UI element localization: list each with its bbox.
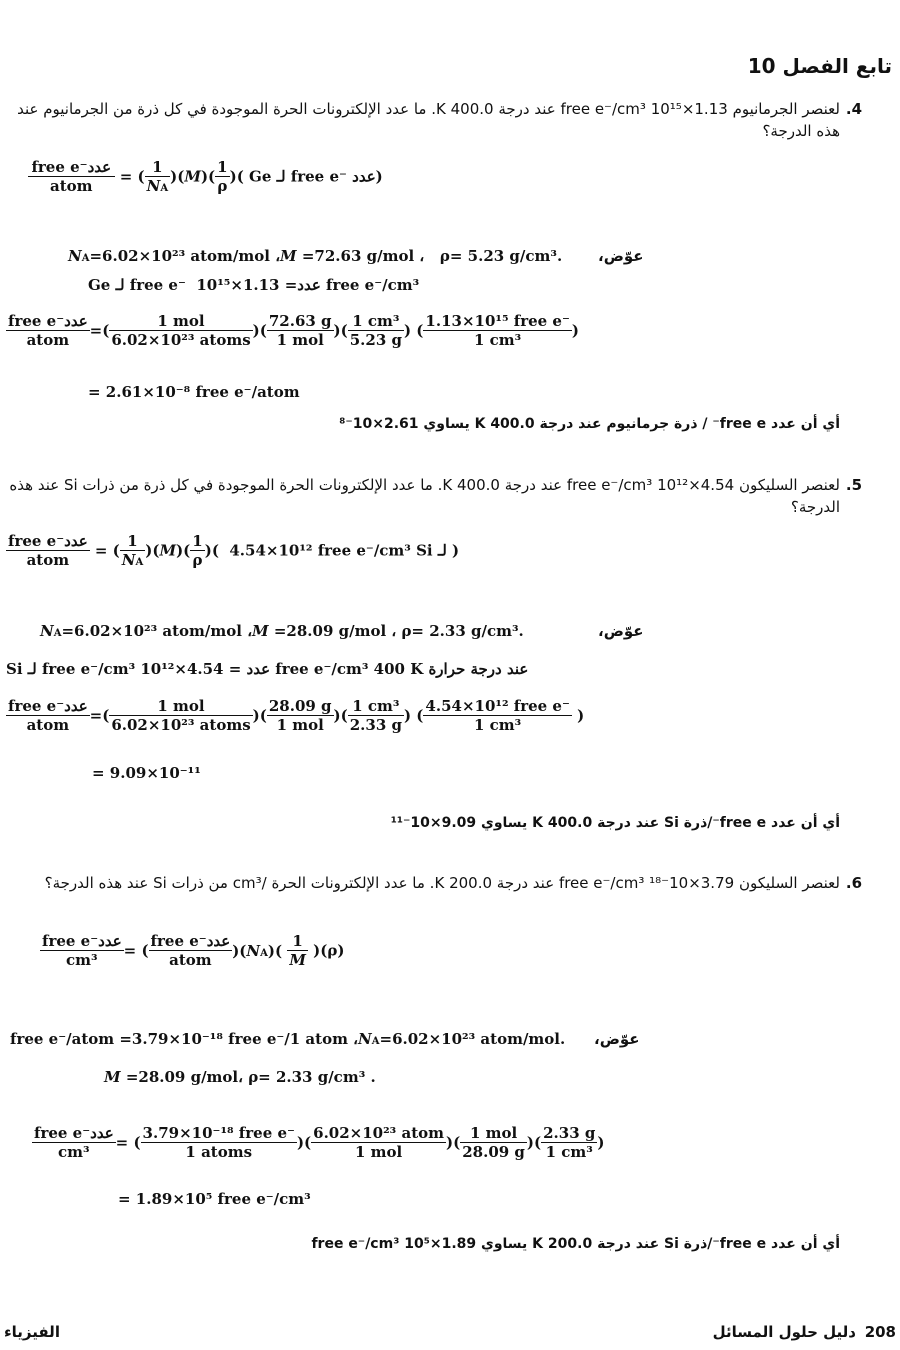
problem-6-answer: أي أن عدد free e⁻/ذرة Si عند درجة 200.0 K يساوي 1.89×10⁵ free e⁻/cm³ xyxy=(311,1236,840,1252)
problem-5-text: لعنصر السليكون 4.54×10¹² free e⁻/cm³ عند درجة 400.0 K. ما عدد الإلكترونات الحرة الموجودة في كل ذرة من ذرات Si عند هذه الدرجة؟ xyxy=(9,476,840,516)
problem-5-calc: $\frac{\text{free e⁻عدد}}{\text{atom}}$ =( $\frac{\text{1 mol}}{\text{6.02×10²³ atoms}}$ )( $\frac{28.09 g}{\text{1 mol}}$ )( $\frac{\text{1 cm³}}{2.33 g}$ ) ( $\frac{\text{4.54×10¹² free e⁻}}{\text{1 cm³}}$ ) xyxy=(8,697,585,734)
problem-6-text: لعنصر السليكون 3.79×10⁻¹⁸ free e⁻/cm³ عند درجة 200.0 K. ما عدد الإلكترونات الحرة /cm³ من ذرات Si عند هذه الدرجة؟ xyxy=(44,874,840,892)
problem-5-result: = 9.09×10⁻¹¹ xyxy=(92,764,201,782)
page-title: تابع الفصل 10 xyxy=(747,54,892,78)
problem-6-subst-label: عوّض، xyxy=(594,1030,640,1048)
problem-4-calc: $\frac{\text{free e⁻عدد}}{\text{atom}}$ =( $\frac{\text{1 mol}}{\text{6.02×10²³ atoms}}$ )( $\frac{72.63 g}{\text{1 mol}}$ )( $\frac{\text{1 cm³}}{5.23 g}$ ) ( $\frac{\text{1.13×10¹⁵ free e⁻}}{\text{1 cm³}}$ ) xyxy=(8,312,579,349)
footer-subject: الفيزياء xyxy=(4,1323,60,1341)
problem-4-answer: أي أن عدد free e⁻ / ذرة جرمانيوم عند درجة 400.0 K يساوي 2.61×10⁻⁸ xyxy=(339,416,840,432)
problem-6-calc: $\frac{\text{free e⁻عدد}}{\text{cm³}}$ = ( $\frac{\text{3.79×10⁻¹⁸ free e⁻}}{\text{1 atoms}}$ )( $\frac{\text{6.02×10²³ atom}}{\text{1 mol}}$ )( $\frac{\text{1 mol}}{28.09 g}$ )( $\frac{2.33 g}{\text{1 cm³}}$ ) xyxy=(34,1124,605,1161)
problem-5-subst-line2: Si لـ free e⁻/cm³ عدد = 4.54×10¹² free e⁻/cm³ 400 K عند درجة حرارة xyxy=(6,660,529,678)
problem-6-subst-line2: M =28.09 g/mol، ρ= 2.33 g/cm³ . xyxy=(104,1068,376,1086)
problem-6-subst-line1: free e⁻/atom =3.79×10⁻¹⁸ free e⁻/1 atom ،NA=6.02×10²³ atom/mol. xyxy=(10,1030,566,1048)
formula-lhs: $\frac{\text{free e⁻عدد}}{\text{atom}}$ xyxy=(28,158,115,195)
problem-4-subst-label: عوّض، xyxy=(598,247,644,265)
problem-4-subst-line2: Ge لـ free e⁻ عدد= 1.13×10¹⁵ free e⁻/cm³ xyxy=(88,276,420,294)
problem-4-result: = 2.61×10⁻⁸ free e⁻/atom xyxy=(88,383,300,401)
problem-5-subst-label: عوّض، xyxy=(598,622,644,640)
footer-page-number: 208 xyxy=(864,1323,896,1341)
problem-6-number: 6. xyxy=(845,874,862,892)
problem-5-subst-line1: NA=6.02×10²³ atom/mol ،M =28.09 g/mol ، ρ= 2.33 g/cm³. xyxy=(40,622,524,640)
problem-4-number: 4. xyxy=(845,100,862,118)
problem-4-subst-line1: NA=6.02×10²³ atom/mol ،M =72.63 g/mol ، ρ= 5.23 g/cm³. xyxy=(68,247,563,265)
problem-5-answer: أي أن عدد free e⁻/ذرة Si عند درجة 400.0 K يساوي 9.09×10⁻¹¹ xyxy=(390,815,840,831)
problem-6-formula: $\frac{\text{free e⁻عدد}}{\text{cm³}}$ = ( $\frac{\text{free e⁻عدد}}{\text{atom}}$ )(NA)( $\frac{1}{M}$ )(ρ) xyxy=(42,932,345,969)
problem-5-formula: $\frac{\text{free e⁻عدد}}{\text{atom}}$ = ( $\frac{1}{NA}$ )(M)( $\frac{1}{\rho}$ )( 4.54×10¹² free e⁻/cm³ Si لـ ) xyxy=(8,532,460,569)
problem-5-number: 5. xyxy=(845,476,862,494)
problem-6-result: = 1.89×10⁵ free e⁻/cm³ xyxy=(118,1190,311,1208)
problem-4-formula: $\frac{\text{free e⁻عدد}}{\text{atom}}$ = ( $\frac{1}{NA}$ )(M)( $\frac{1}{\rho}$ )( Ge لـ free e⁻ عدد) xyxy=(28,158,383,195)
footer-guide-title: دليل حلول المسائل xyxy=(712,1323,856,1341)
problem-4-text: لعنصر الجرمانيوم 1.13×10¹⁵ free e⁻/cm³ عند درجة 400.0 K. ما عدد الإلكترونات الحرة الموجودة في كل ذرة من الجرمانيوم عند هذه الدرجة؟ xyxy=(17,100,840,140)
